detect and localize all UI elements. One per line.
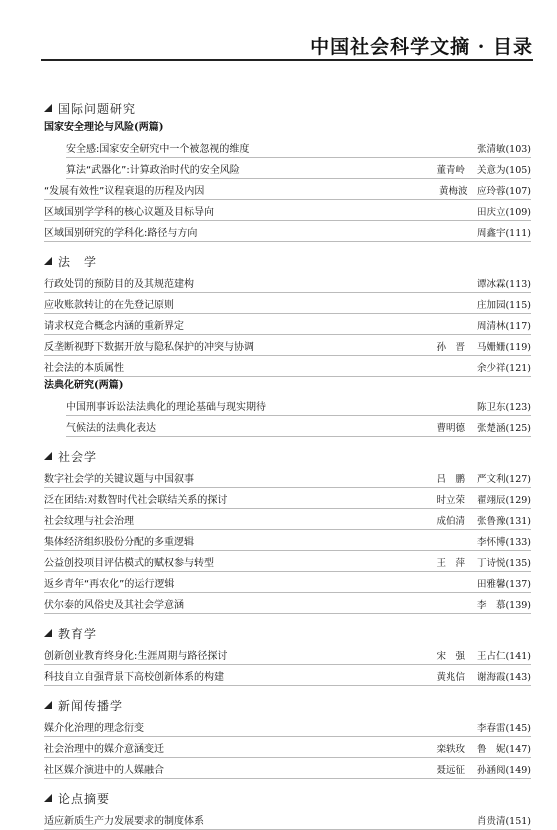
author-and-page: 张鲁豫(131) xyxy=(476,516,531,527)
toc-entry[interactable] xyxy=(44,758,531,779)
section-heading xyxy=(44,97,531,119)
article-title[interactable]: 泛在团结:对数智时代社会联结关系的探讨 xyxy=(44,495,228,506)
subsection-heading xyxy=(44,119,531,137)
toc-entry[interactable] xyxy=(44,335,531,356)
article-title[interactable]: 数字社会学的关键议题与中国叙事 xyxy=(44,474,194,485)
toc-entry[interactable] xyxy=(44,551,531,572)
author-list xyxy=(436,162,471,178)
author-and-page: 张清敏(103) xyxy=(476,144,531,155)
toc-section xyxy=(44,445,531,614)
section-heading xyxy=(44,445,531,467)
toc-entry[interactable] xyxy=(44,272,531,293)
author-list xyxy=(436,339,471,355)
author-and-page: 谭冰霖(113) xyxy=(476,279,531,290)
article-title[interactable]: 社区媒介演进中的人媒融合 xyxy=(44,765,164,776)
toc-entry[interactable] xyxy=(44,293,531,314)
article-title[interactable]: 安全感:国家安全研究中一个被忽视的维度 xyxy=(66,144,250,155)
author-list xyxy=(436,492,471,508)
author-name: 宋 强 xyxy=(436,651,465,662)
author-list xyxy=(436,513,471,529)
section-label: 论点摘要 xyxy=(58,791,111,806)
triangle-marker-icon xyxy=(44,629,52,637)
triangle-marker-icon xyxy=(44,452,52,460)
toc-entry[interactable] xyxy=(44,179,531,200)
masthead xyxy=(41,28,533,60)
article-title[interactable]: 请求权竞合概念内涵的重新界定 xyxy=(44,321,184,332)
author-and-page: 马姗姗(119) xyxy=(476,342,531,353)
author-name: 聂远征 xyxy=(436,765,465,776)
title-rule xyxy=(41,59,533,61)
article-title[interactable]: 社会法的本质属性 xyxy=(44,363,124,374)
toc-entry[interactable] xyxy=(44,737,531,758)
triangle-marker-icon xyxy=(44,701,52,709)
author-list xyxy=(436,648,471,664)
author-list xyxy=(436,420,471,436)
toc-entry[interactable] xyxy=(44,530,531,551)
article-title[interactable]: 社会纹理与社会治理 xyxy=(44,516,134,527)
author-name: 曹明德 xyxy=(436,423,465,434)
article-title[interactable]: 中国刑事诉讼法法典化的理论基础与现实期待 xyxy=(66,402,266,413)
table-of-contents xyxy=(44,94,531,830)
subsection-title: 法典化研究 xyxy=(44,380,94,391)
article-title[interactable]: 返乡青年“再农化”的运行逻辑 xyxy=(44,579,175,590)
author-and-page: 严文利(127) xyxy=(476,474,531,485)
author-name: 时立荣 xyxy=(436,495,465,506)
toc-entry[interactable] xyxy=(44,356,531,377)
toc-entry[interactable] xyxy=(44,716,531,737)
toc-section xyxy=(44,97,531,242)
author-and-page: 周清林(117) xyxy=(476,321,531,332)
article-title[interactable]: “发展有效性”议程衰退的历程及内因 xyxy=(44,186,205,197)
section-heading xyxy=(44,787,531,809)
toc-section xyxy=(44,250,531,437)
article-title[interactable]: 公益创投项目评估模式的赋权参与转型 xyxy=(44,558,214,569)
author-and-page: 翟翊辰(129) xyxy=(476,495,531,506)
article-title[interactable]: 行政处罚的预防目的及其规范建构 xyxy=(44,279,194,290)
toc-entry[interactable] xyxy=(66,137,531,158)
page-title: 中国社会科学文摘 · 目录 xyxy=(310,36,533,58)
toc-entry[interactable] xyxy=(44,221,531,242)
article-title[interactable]: 创新创业教育终身化:生涯周期与路径探讨 xyxy=(44,651,228,662)
toc-section xyxy=(44,787,531,830)
author-and-page: 谢海霞(143) xyxy=(476,672,531,683)
author-name: 栾轶玫 xyxy=(436,744,465,755)
author-and-page: 田庆立(109) xyxy=(476,207,531,218)
subsection-count: (两篇) xyxy=(134,122,164,133)
section-heading xyxy=(44,622,531,644)
article-title[interactable]: 社会治理中的媒介意涵变迁 xyxy=(44,744,164,755)
author-list xyxy=(436,669,471,685)
article-title[interactable]: 适应新质生产力发展要求的制度体系 xyxy=(44,816,204,827)
author-list xyxy=(436,555,471,571)
subsection-heading xyxy=(44,377,531,395)
author-and-page: 肖贵清(151) xyxy=(476,816,531,827)
toc-section xyxy=(44,622,531,686)
toc-entry[interactable] xyxy=(66,395,531,416)
author-and-page: 李 慕(139) xyxy=(476,600,531,611)
article-title[interactable]: 科技自立自强背景下高校创新体系的构建 xyxy=(44,672,224,683)
toc-entry[interactable] xyxy=(44,467,531,488)
toc-entry[interactable] xyxy=(44,644,531,665)
article-title[interactable]: 媒介化治理的理念衍变 xyxy=(44,723,144,734)
triangle-marker-icon xyxy=(44,257,52,265)
author-list xyxy=(436,471,471,487)
author-name: 孙 晋 xyxy=(436,342,465,353)
author-and-page: 丁诗悦(135) xyxy=(476,558,531,569)
toc-entry[interactable] xyxy=(44,509,531,530)
author-and-page: 陈卫东(123) xyxy=(476,402,531,413)
section-label: 新闻传播学 xyxy=(58,698,124,713)
section-label: 社会学 xyxy=(58,449,98,464)
subsection-title: 国家安全理论与风险 xyxy=(44,122,134,133)
article-title[interactable]: 集体经济组织股份分配的多重逻辑 xyxy=(44,537,194,548)
toc-entry[interactable] xyxy=(44,200,531,221)
author-and-page: 王占仁(141) xyxy=(476,651,531,662)
author-and-page: 黄梅波 应玲蓉(107) xyxy=(438,186,531,197)
author-and-page: 张楚涵(125) xyxy=(476,423,531,434)
author-list xyxy=(436,762,471,778)
author-name: 吕 鹏 xyxy=(436,474,465,485)
author-and-page: 田雅馨(137) xyxy=(476,579,531,590)
author-and-page: 周鑫宇(111) xyxy=(476,228,531,239)
toc-section xyxy=(44,694,531,779)
section-label: 教育学 xyxy=(58,626,98,641)
triangle-marker-icon xyxy=(44,794,52,802)
article-title[interactable]: 应收账款转让的在先登记原则 xyxy=(44,300,174,311)
section-heading xyxy=(44,250,531,272)
author-name: 王 萍 xyxy=(436,558,465,569)
author-list xyxy=(436,741,471,757)
author-name: 成伯清 xyxy=(436,516,465,527)
toc-entry[interactable] xyxy=(44,572,531,593)
article-title[interactable]: 气候法的法典化表达 xyxy=(66,423,156,434)
author-and-page: 鲁 妮(147) xyxy=(476,744,531,755)
toc-entry[interactable] xyxy=(44,488,531,509)
author-name: 董青岭 xyxy=(436,165,465,176)
toc-entry[interactable] xyxy=(44,593,531,614)
author-and-page: 余少祥(121) xyxy=(476,363,531,374)
toc-entry[interactable] xyxy=(44,314,531,335)
section-label: 法 学 xyxy=(58,254,98,269)
toc-entry[interactable] xyxy=(66,416,531,437)
author-and-page: 孙涵阅(149) xyxy=(476,765,531,776)
article-title[interactable]: 区域国别学学科的核心议题及目标导向 xyxy=(44,207,214,218)
author-and-page: 关意为(105) xyxy=(476,165,531,176)
author-name: 黄兆信 xyxy=(436,672,465,683)
triangle-marker-icon xyxy=(44,104,52,112)
article-title[interactable]: 区域国别研究的学科化:路径与方向 xyxy=(44,228,198,239)
author-and-page: 庄加园(115) xyxy=(476,300,531,311)
article-title[interactable]: 伏尔泰的风俗史及其社会学意涵 xyxy=(44,600,184,611)
toc-entry[interactable] xyxy=(66,158,531,179)
author-and-page: 李怀博(133) xyxy=(476,537,531,548)
section-heading xyxy=(44,694,531,716)
toc-entry[interactable] xyxy=(44,665,531,686)
section-label: 国际问题研究 xyxy=(58,101,137,116)
author-and-page: 李春雷(145) xyxy=(476,723,531,734)
article-title[interactable]: 算法“武器化”:计算政治时代的安全风险 xyxy=(66,165,240,176)
subsection-count: (两篇) xyxy=(94,380,124,391)
article-title[interactable]: 反垄断视野下数据开放与隐私保护的冲突与协调 xyxy=(44,342,254,353)
toc-entry[interactable] xyxy=(44,809,531,830)
